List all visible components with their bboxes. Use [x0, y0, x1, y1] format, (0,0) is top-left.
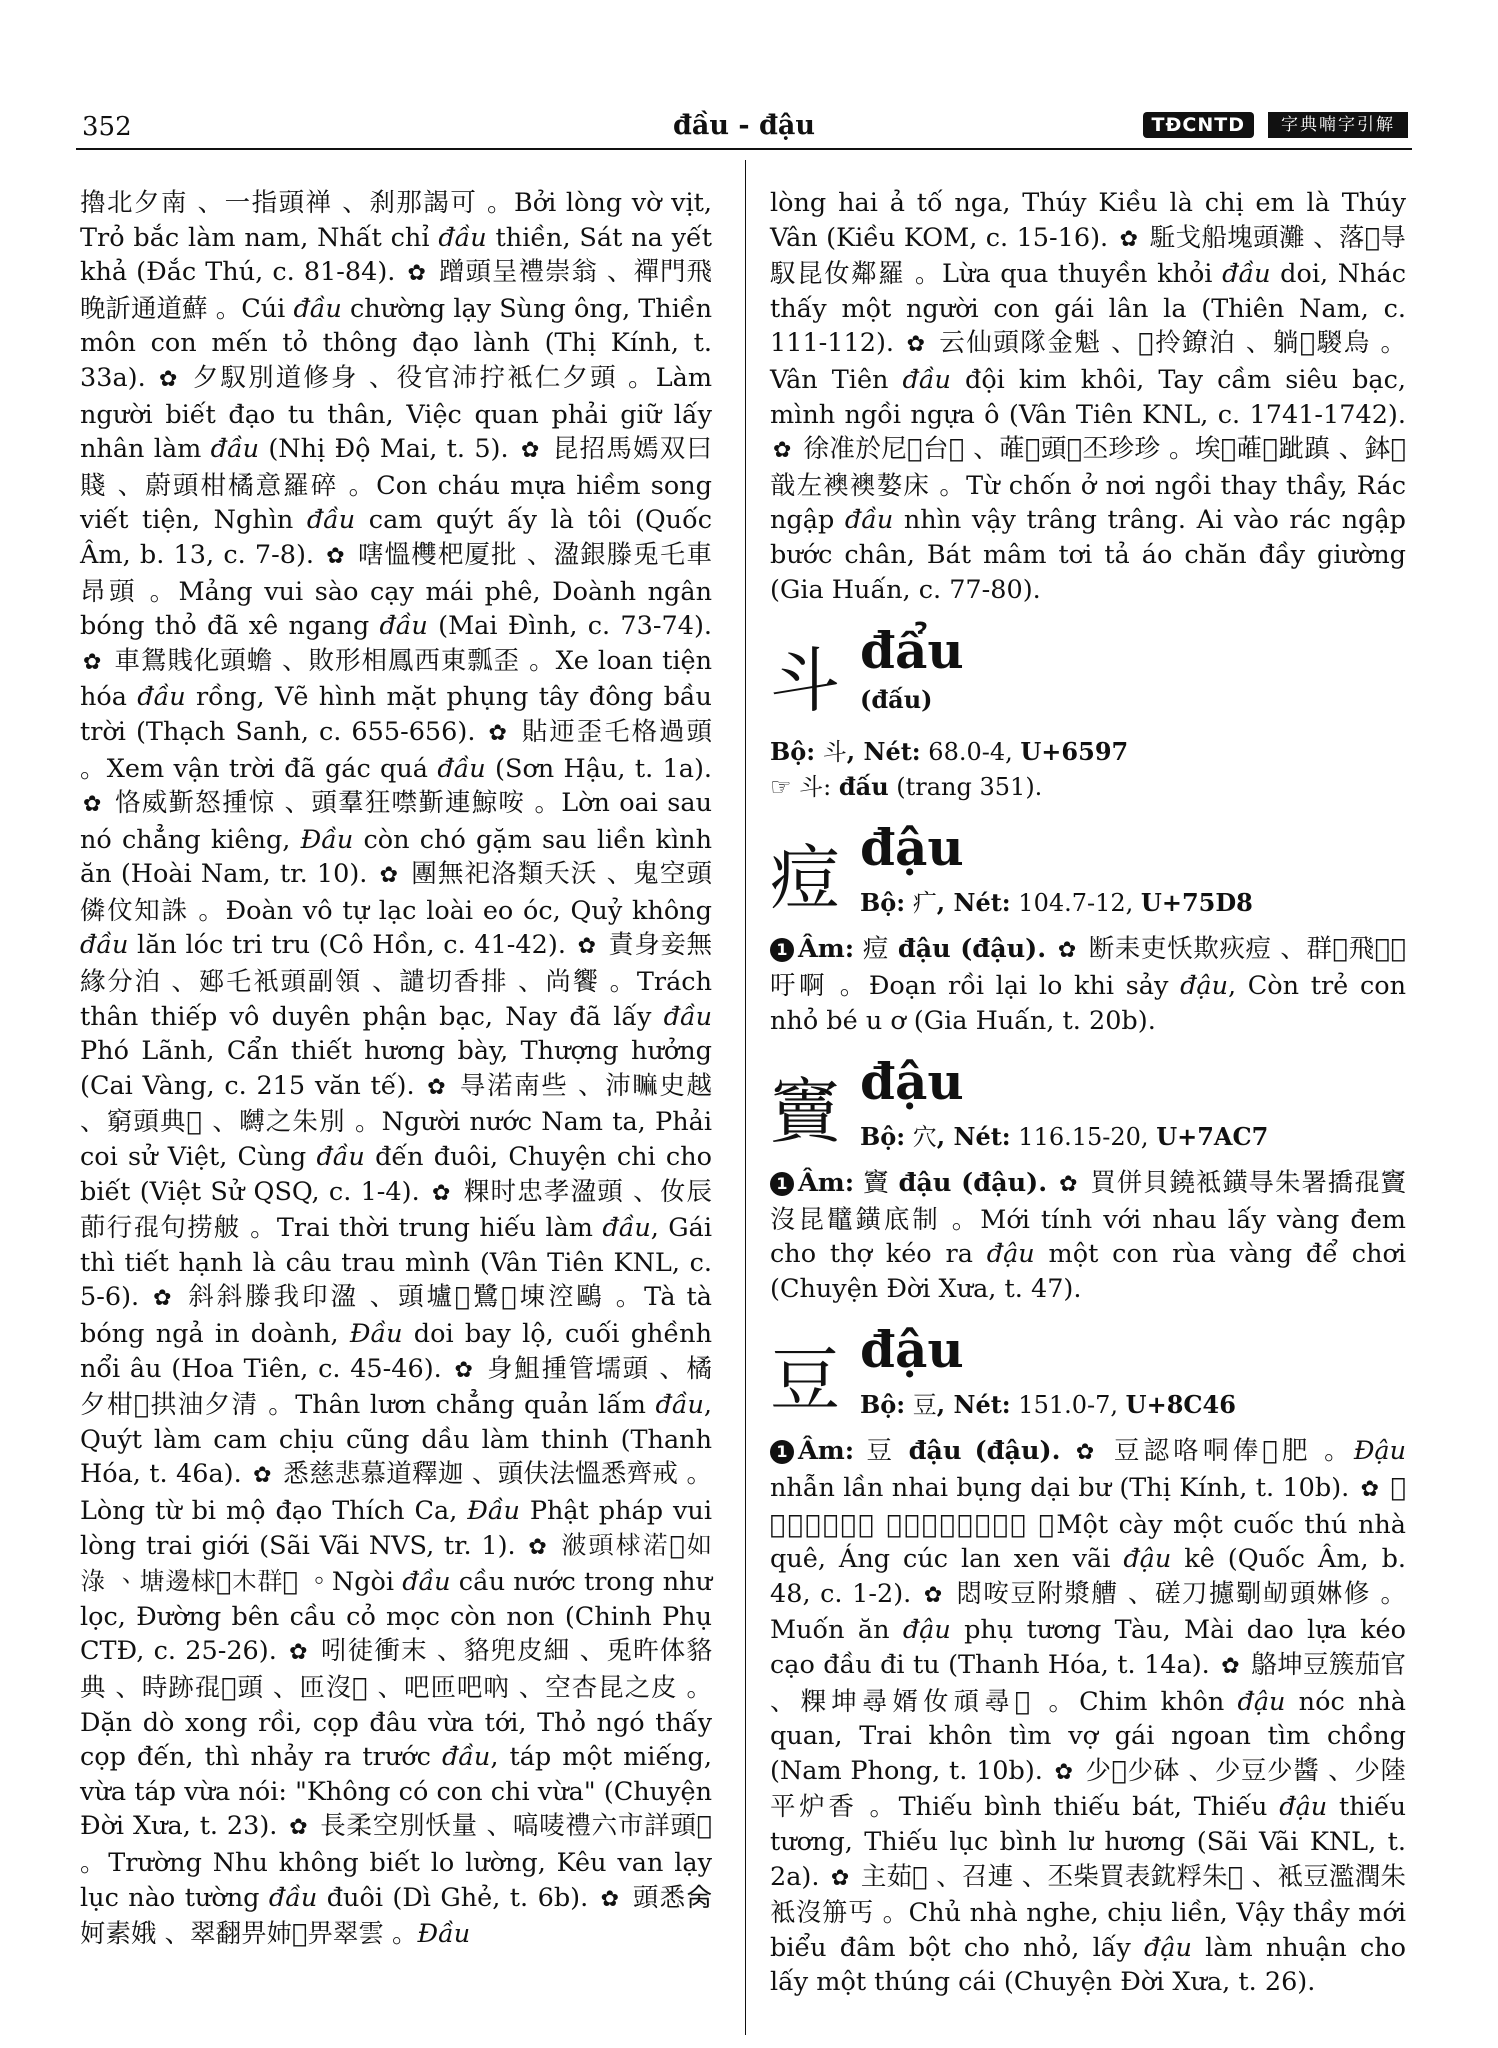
entry-header — [770, 1054, 1406, 1166]
text-run: 嗐慍欆杷厦批 、溋銀滕兎乇車昂頭 。Mảng vui sào cạy mái phê, Doành ngân bóng thỏ đã xê ngang — [80, 539, 712, 642]
headword-emphasis: đầu — [293, 293, 342, 324]
text-run: 㝵渃南些 、沛𥊚史越 、窮頭典𨁪 、嚩之朱別 。Người nước Nam ta, Phải coi sử Việt, Cùng — [80, 1070, 713, 1173]
headword-emphasis: đậu — [1279, 1792, 1328, 1823]
right-column-continuation — [770, 186, 1406, 607]
text-run: cầu nước trong như lọc, Đường bên cầu cỏ mọc còn non (Chinh Phụ CTĐ, c. 25-26). — [80, 1567, 712, 1667]
citation-flower-icon: ✿ — [520, 438, 541, 464]
citation-flower-icon: ✿ — [1221, 1654, 1240, 1680]
citation-flower-icon: ✿ — [289, 1640, 309, 1666]
xref-word: đấu — [838, 771, 889, 801]
headword-emphasis: đầu — [80, 930, 129, 961]
headword-emphasis: Đầu — [467, 1495, 520, 1526]
citation-flower-icon: ✿ — [1054, 1759, 1074, 1785]
text-run: doi bay lộ, cuối ghềnh nổi âu (Hoa Tiên, c. 45-46). — [80, 1319, 712, 1384]
left-column-text — [80, 186, 712, 1952]
headword-emphasis: đậu — [902, 1615, 951, 1646]
entry-meta — [860, 1120, 1268, 1155]
headword-emphasis: Đầu — [349, 1319, 403, 1349]
citation-flower-icon: ✿ — [488, 720, 509, 746]
text-run: , Còn trẻ con nhỏ bé u ơ (Gia Huấn, t. 20b). — [770, 970, 1406, 1036]
sense-block — [770, 1166, 1406, 1306]
text-run: 買併貝鐃袛鐄㝵朱署撟𡥵竇沒昆鼊鐄底制 。Mới tính với nhau lấy vàng đem cho thợ kéo ra — [770, 1168, 1406, 1270]
entry-character: 竇 — [770, 1071, 840, 1154]
headword-emphasis: đầu — [210, 434, 260, 465]
text-run: kê (Quốc Âm, b. 48, c. 1-2). — [770, 1544, 1406, 1609]
strokes-label: , Nét: — [936, 888, 1011, 918]
citation-flower-icon: ✿ — [153, 1286, 175, 1312]
text-run: đến đuôi, Chuyện chi cho biết (Việt Sử QSQ, c. 1-4). — [80, 1142, 712, 1207]
radical-label: Bộ: — [860, 888, 906, 918]
headword-emphasis: đầu — [1222, 259, 1271, 290]
text-run: 夕馭別道修身 、役官沛拧袛仁夕頭 。Làm người biết đạo tu thân, Việc quan phải giữ lấy nhân làm — [80, 362, 713, 465]
text-run: thiền, Sát na yết khả (Đắc Thú, c. 81-84). — [80, 222, 712, 288]
entry-character: 痘 — [770, 837, 840, 920]
headword-emphasis: đậu — [1123, 1544, 1172, 1575]
citation-flower-icon: ✿ — [1059, 1172, 1079, 1198]
text-run: 斜斜滕我印溋 、頭壚𧼋鷺𡋂埬涳鷗 。Tà tà bóng ngả in doành, — [80, 1282, 712, 1349]
am-character: 竇 — [854, 1168, 899, 1199]
headword-emphasis: đầu — [438, 222, 487, 253]
text-run: làm nhuận cho lấy một thúng cái (Chuyện Đời Xưa, t. 26). — [770, 1932, 1407, 1998]
text-run: 恪威斳怒揰惊 、頭羣狂噤斳連鯨咹 。Lờn oai sau nó chẳng kiêng, — [80, 788, 712, 855]
headword-emphasis: đầu — [655, 1390, 704, 1421]
headword-emphasis: Đầu — [417, 1919, 471, 1950]
text-run: nhẫn lần nhai bụng dại bư (Thị Kính, t. 10b). — [770, 1473, 1358, 1504]
sense-number-icon: 1 — [770, 1172, 794, 1196]
text-run: 貼迊歪乇格過頭 。Xem vận trời đã gác quá — [80, 716, 712, 784]
right-column — [770, 186, 1406, 2000]
am-label: Âm: — [798, 1436, 855, 1467]
citation-flower-icon: ✿ — [906, 332, 927, 358]
headword-emphasis: đầu — [602, 1213, 651, 1244]
unicode-value: U+6597 — [1020, 737, 1129, 767]
citation-flower-icon: ✿ — [407, 261, 427, 287]
citation-flower-icon: ✿ — [600, 1886, 621, 1912]
column-divider — [745, 160, 746, 2035]
citation-flower-icon: ✿ — [454, 1357, 475, 1383]
xref-page: (trang 351). — [888, 772, 1043, 801]
text-run: 主茹𧡊 、召連 、丕柴買表鈂粰朱𦝄 、袛豆濫潤朱袛沒笧丐 。Chủ nhà nghe, chịu liền, Vậy thầy mới biểu đâm bột cho nhỏ, lấy — [770, 1861, 1407, 1963]
headword-emphasis: đậu — [1237, 1686, 1286, 1717]
sense-number-icon: 1 — [770, 938, 794, 962]
pointing-hand-icon: ☞ — [770, 772, 792, 801]
entry-list — [770, 623, 1406, 2000]
headword-emphasis: đầu — [437, 753, 486, 784]
citation-flower-icon: ✿ — [379, 863, 400, 889]
headword-emphasis: đầu — [306, 505, 356, 536]
text-run: phụ tương Tàu, Mài dao lựa kéo cạo đầu đi tu (Thanh Hóa, t. 14a). — [770, 1615, 1406, 1681]
dictionary-entry — [770, 1322, 1406, 2000]
text-run: Phó Lãnh, Cẩn thiết hương bày, Thượng hưởng (Cai Vàng, c. 215 văn tế). — [80, 1036, 712, 1101]
text-run: rồng, Vẽ hình mặt phụng tây đông bầu trời (Thạch Sanh, c. 655-656). — [80, 682, 712, 747]
text-run: 長柔空別㤇量 、嗃唛禮六市詳頭𨀈 。Trường Nhu không biết lo lường, Kêu van lạy lục nào tường — [80, 1811, 712, 1913]
text-run: lăn lóc tri tru (Cô Hồn, c. 41-42). — [128, 930, 575, 961]
text-run: 悉慈悲慕道釋迦 、頭伕法慍悉齊戒 。Lòng từ bi mộ đạo Thích Ca, — [80, 1459, 713, 1526]
radical-value: 穴 — [905, 1123, 937, 1152]
text-run: 粿时忠孝溋頭 、㚢辰莭行𡥵句捞𦨭 。Trai thời trung hiếu làm — [80, 1176, 712, 1244]
text-run: một con rùa vàng để chơi (Chuyện Đời Xưa, t. 47). — [770, 1239, 1406, 1304]
text-run: 吲徒衝末 、貉兜皮細 、兎旿体貉典 、時跡𡥵𦝄頭 、匝沒𠱄 、吧匝吧吶 、空杏昆之皮 。Dặn dò xong rồi, cọp đâu vừa tới, Thỏ ngó thấy cọp đến, thì nhảy ra trước — [80, 1636, 712, 1773]
text-run: 駈戈船塊頭灘 、落𩛜㝵馭昆㚢鄰羅 。Lừa qua thuyền khỏi — [770, 222, 1407, 290]
sense-block — [770, 1434, 1406, 2000]
text-run: 豆認咯哃俸𩟡肥 。 — [1101, 1436, 1354, 1467]
text-run: , táp một miếng, vừa táp vừa nói: "Không có con chi vừa" (Chuyện Đời Xưa, t. 23). — [80, 1742, 712, 1842]
text-run: đuôi (Dì Ghẻ, t. 6b). — [317, 1882, 598, 1913]
headword-emphasis: đầu — [441, 1742, 491, 1773]
am-value: đậu (đậu). — [897, 934, 1047, 965]
citation-flower-icon: ✿ — [1360, 1477, 1380, 1503]
headword-emphasis: đậu — [1180, 970, 1229, 1001]
radical-label: Bộ: — [860, 1390, 906, 1420]
text-run: 𣷭頭梂渃𤄯如淥 、塘邊梂𧿭木群𦹵 。Ngòi — [80, 1530, 712, 1598]
sense-number-icon: 1 — [770, 1440, 794, 1464]
strokes-label: , Nét: — [846, 737, 921, 767]
citation-flower-icon: ✿ — [923, 1582, 944, 1608]
citation-flower-icon: ✿ — [773, 438, 792, 464]
text-run: chường lạy Sùng ông, Thiền môn con mến tỏ thông đạo lành (Thị Kính, t. 33a). — [80, 293, 713, 393]
entry-variant: (đấu) — [860, 685, 933, 715]
strokes-label: , Nét: — [936, 1122, 1011, 1152]
publisher-logo: TĐCNTD — [1143, 112, 1254, 138]
page-number: 352 — [82, 112, 132, 142]
text-run: cam quýt ấy là tôi (Quốc Âm, b. 13, c. 7-8). — [80, 505, 712, 570]
entry-headword: đẩu — [860, 621, 964, 681]
text-run: đội kim khôi, Tay cầm siêu bạc, mình ngồi ngựa ô (Vân Tiên KNL, c. 1741-1742). — [770, 364, 1406, 430]
text-run: lòng hai ả tố nga, Thúy Kiều là chị em là Thúy Vân (Kiều KOM, c. 15-16). — [770, 188, 1406, 253]
dictionary-entry — [770, 1054, 1406, 1306]
text-run: 責身妾無緣分泊 、郔乇衹頭副領 、譴切香排 、尚饗 。Trách thân thiếp vô duyên phận bạc, Nay đã lấy — [80, 930, 713, 1032]
text-run: , Gái thì tiết hạnh là câu trau mình (Vân Tiên KNL, c. 5-6). — [80, 1213, 712, 1313]
citation-flower-icon: ✿ — [1057, 938, 1077, 964]
citation-flower-icon: ✿ — [431, 1180, 452, 1206]
citation-flower-icon: ✿ — [253, 1463, 272, 1489]
page-header — [76, 108, 1412, 150]
headword-emphasis: đầu — [316, 1142, 365, 1173]
entry-character: 斗 — [770, 640, 840, 723]
headword-emphasis: Đậu — [1353, 1436, 1407, 1467]
citation-flower-icon: ✿ — [1075, 1440, 1099, 1466]
text-run: 少𤮄少砵 、少豆少醬 、少陸平炉香 。Thiếu bình thiếu bát, Thiếu — [770, 1755, 1407, 1823]
text-run: 悶咹豆附漿艚 、磋刀攄劅𠝅頭㛦修 。Muốn ăn — [770, 1578, 1406, 1646]
unicode-value: U+7AC7 — [1156, 1122, 1269, 1152]
radical-value: 疒 — [905, 889, 937, 918]
am-character: 痘 — [854, 934, 898, 965]
text-run: 頭悉𠇮妸素娥 、翠翻畀姉𡛔畀翠雲 。 — [80, 1882, 712, 1950]
entry-header — [770, 1322, 1406, 1434]
dictionary-entry — [770, 623, 1406, 804]
am-value: đậu (đậu). — [908, 1436, 1061, 1467]
headword-emphasis: đầu — [137, 682, 186, 713]
text-run: (Mai Đình, c. 73-74). — [427, 611, 712, 642]
headword-emphasis: đầu — [268, 1882, 318, 1913]
citation-flower-icon: ✿ — [528, 1534, 549, 1560]
headword-emphasis: đầu — [663, 1001, 712, 1032]
headword-emphasis: đậu — [986, 1239, 1035, 1270]
citation-flower-icon: ✿ — [83, 792, 103, 818]
dictionary-entry — [770, 820, 1406, 1038]
text-run: Phật pháp vui lòng trai giới (Sãi Vãi NVS, tr. 1). — [80, 1495, 713, 1561]
text-run: 昆招馬嫣双曰賤 、蔚頭柑橘意羅碎 。Con cháu mựa hiềm song viết tiện, Nghìn — [80, 434, 712, 536]
citation-flower-icon: ✿ — [83, 649, 103, 675]
am-label: Âm: — [798, 934, 855, 965]
text-run: doi, Nhác thấy một người con gái lân la (Thiên Nam, c. 111-112). — [770, 259, 1406, 359]
am-character: 豆 — [854, 1436, 909, 1467]
radical-value: 斗 — [815, 738, 847, 767]
headword-emphasis: đầu — [844, 505, 894, 536]
entry-meta — [860, 1388, 1236, 1423]
citation-flower-icon: ✿ — [1119, 226, 1139, 252]
entry-headword: đậu — [860, 818, 964, 878]
headword-emphasis: đậu — [1143, 1932, 1192, 1963]
text-run: thiếu tương, Thiếu lục bình lư hương (Sãi Vãi KNL, t. 2a). — [770, 1792, 1406, 1892]
left-column — [80, 186, 712, 1952]
entry-headword: đậu — [860, 1320, 964, 1380]
text-run: còn chó gặm sau liền kình ăn (Hoài Nam, tr. 10). — [80, 824, 712, 890]
citation-flower-icon: ✿ — [158, 366, 180, 392]
entry-meta — [770, 735, 1406, 770]
xref-character: 斗: — [791, 772, 839, 801]
text-run: 徐准於尼𣌒台𩛂 、蓶𣿨頭𥉴丕珍珍 。埃𠊛蓶𣿨跐蹎 、鉢𥑂戠左襖襖嫯床 。Từ chốn ở nơi ngồi thay thầy, Rác ngập — [770, 434, 1406, 536]
headword-emphasis: đầu — [902, 364, 951, 395]
am-label: Âm: — [798, 1168, 855, 1199]
entry-header — [770, 623, 1406, 735]
sense-block — [770, 932, 1406, 1038]
citation-flower-icon: ✿ — [289, 1815, 309, 1841]
strokes-value: 151.0-7, — [1010, 1391, 1126, 1420]
text-run: 𠁀耕𠁀鏑趣茹圭 、盎菊蘭杆𢯏豆瞀 。Một cày một cuốc thú nhà quê, Áng cúc lan xen vãi — [770, 1473, 1407, 1575]
text-run: 身䱉揰管壖頭 、橘夕柑𥒥拱油夕清 。Thân lươn chẳng quản lấm — [80, 1353, 712, 1421]
entry-headword: đậu — [860, 1052, 964, 1112]
entry-character: 豆 — [770, 1339, 840, 1422]
text-run: 擼北夕南 、一指頭禅 、刹那謁可 。Bởi lòng vờ vịt, Trỏ bắc làm nam, Nhất chỉ — [80, 188, 712, 253]
am-value: đậu (đậu). — [898, 1168, 1048, 1199]
strokes-value: 116.15-20, — [1010, 1123, 1157, 1152]
radical-value: 豆 — [905, 1391, 937, 1420]
radical-label: Bộ: — [860, 1122, 906, 1152]
text-run: 断耒吏㤇欺疢痘 、群𩛷飛𦝄𠆾吁啊 。Đoạn rồi lại lo khi sảy — [770, 934, 1406, 1001]
strokes-value: 68.0-4, — [920, 738, 1021, 767]
unicode-value: U+8C46 — [1125, 1390, 1236, 1420]
headword-emphasis: đầu — [379, 611, 428, 642]
text-run: , Quýt làm cam chịu cũng dầu làm thinh (Thanh Hóa, t. 46a). — [80, 1390, 712, 1490]
strokes-value: 104.7-12, — [1010, 889, 1141, 918]
strokes-label: , Nét: — [936, 1390, 1011, 1420]
cross-reference — [770, 770, 1406, 805]
text-run: 云仙頭隊金魁 、𢬣拎鐐泊 、躺𩨅騣烏 。Vân Tiên — [770, 328, 1407, 395]
han-nom-logo: 字典喃字引解 — [1268, 112, 1408, 138]
text-run: (Sơn Hậu, t. 1a). — [485, 753, 713, 784]
citation-flower-icon: ✿ — [577, 934, 597, 960]
text-run: 蹭頭呈禮崇翁 、禪門飛晚訢通道蘚 。Cúi — [80, 257, 712, 324]
unicode-value: U+75D8 — [1140, 888, 1253, 918]
headword-emphasis: đầu — [402, 1567, 451, 1598]
text-run: nhìn vậy trâng trâng. Ai vào rác ngập bước chân, Bát mâm tơi tả áo chăn đầy giường (Gia Huấn, c. 77-80). — [770, 505, 1406, 605]
citation-flower-icon: ✿ — [830, 1865, 850, 1891]
entry-meta — [860, 886, 1253, 921]
text-run: nóc nhà quan, Trai khôn tìm vợ gái ngoan tìm chồng (Nam Phong, t. 10b). — [770, 1686, 1406, 1786]
citation-flower-icon: ✿ — [427, 1074, 448, 1100]
text-run: 車鴛賎化頭蟾 、敗形相鳳西東瓢歪 。Xe loan tiện hóa — [80, 645, 713, 713]
running-head-title: đầu - đậu — [672, 110, 815, 141]
text-run: 團無祀洛類夭沃 、鬼空頭僯伩知誅 。Đoàn vô tự lạc loài eo óc, Quỷ không — [80, 859, 712, 926]
entry-header — [770, 820, 1406, 932]
text-run: (Nhị Độ Mai, t. 5). — [259, 434, 518, 465]
text-run: 鴼坤豆簇茄官 、粿坤尋婿㚢頑尋𫯳 。Chim khôn — [770, 1650, 1407, 1717]
radical-label: Bộ: — [770, 737, 816, 767]
citation-flower-icon: ✿ — [326, 543, 346, 569]
headword-emphasis: Đầu — [300, 824, 354, 855]
